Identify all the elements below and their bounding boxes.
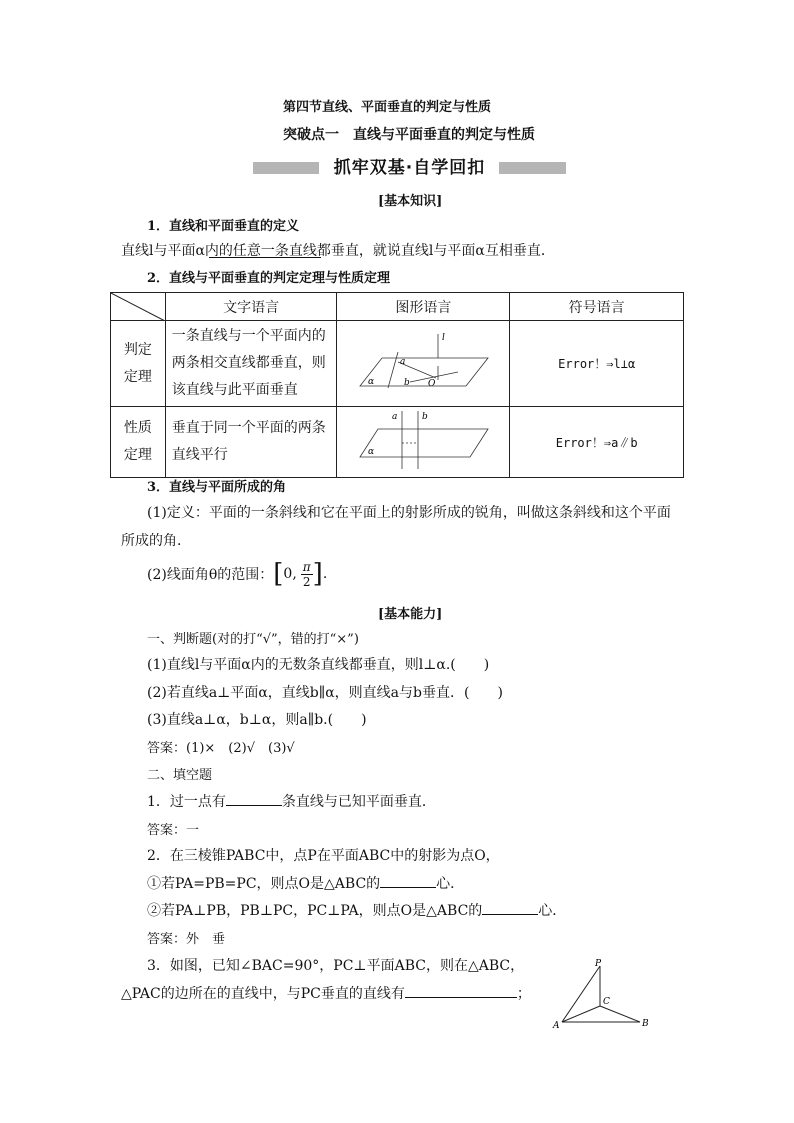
perpendicular-plane-figure bbox=[338, 322, 508, 402]
range-right-bracket: ] bbox=[312, 559, 323, 589]
corner-diagonal bbox=[111, 293, 165, 321]
fill-question-3-line1: 3．如图，已知∠BAC=90°，PC⊥平面ABC，则在△ABC， bbox=[147, 958, 525, 974]
row-name: 判定定理 bbox=[123, 341, 152, 385]
table-row bbox=[111, 407, 684, 478]
fig1-label-l: l bbox=[442, 332, 446, 343]
answer-2: 答案：一 bbox=[147, 823, 200, 838]
row-name-cell bbox=[111, 321, 166, 407]
row-text-cell bbox=[165, 407, 337, 478]
table-header-row bbox=[111, 293, 684, 321]
f2a-pre: ①若PA=PB=PC，则点O是△ABC的 bbox=[147, 876, 381, 892]
fill-question-2b bbox=[147, 900, 566, 920]
range-left-bracket: [ bbox=[273, 559, 284, 589]
question-3: (3)直线a⊥α，b⊥α，则a∥b.( ) bbox=[147, 712, 367, 728]
item1-title: 1．直线和平面垂直的定义 bbox=[147, 219, 300, 234]
fig1-label-alpha: α bbox=[368, 376, 375, 387]
f2b-post: 心． bbox=[538, 903, 567, 919]
item3-def-line2: 所成的角． bbox=[121, 533, 191, 549]
table-corner-cell bbox=[111, 293, 166, 321]
point-title: 突破点一 直线与平面垂直的判定与性质 bbox=[283, 127, 535, 143]
f2b-pre: ②若PA⊥PB，PB⊥PC，PC⊥PA，则点O是△ABC的 bbox=[147, 903, 483, 919]
fig3-label-c: C bbox=[603, 997, 610, 1007]
basic-knowledge-heading: [基本知识] bbox=[378, 194, 443, 209]
section-title: 第四节直线、平面垂直的判定与性质 bbox=[283, 100, 492, 115]
range-prefix: (2)线面角θ的范围： bbox=[147, 567, 274, 583]
range-numerator: π bbox=[302, 559, 311, 574]
row-figure-cell bbox=[337, 321, 510, 407]
row-name: 性质定理 bbox=[123, 420, 152, 463]
f3-post: ； bbox=[516, 986, 531, 1002]
fig2-label-b: b bbox=[422, 412, 429, 422]
f2a-blank bbox=[380, 873, 436, 888]
f1-post: 条直线与已知平面垂直． bbox=[281, 794, 436, 810]
theorem-table bbox=[110, 292, 684, 478]
fig1-label-b: b bbox=[404, 377, 411, 388]
f2b-blank bbox=[482, 900, 538, 915]
fig2-label-alpha: α bbox=[368, 447, 375, 457]
part1-title: 一、判断题(对的打“√”，错的打“×”) bbox=[147, 632, 359, 647]
row-figure-cell bbox=[337, 407, 510, 478]
fig3-label-p: P bbox=[595, 959, 602, 969]
range-left: 0, bbox=[283, 566, 297, 582]
item2-title: 2．直线与平面垂直的判定定理与性质定理 bbox=[147, 271, 391, 286]
banner-label: 抓牢双基·自学回扣 bbox=[328, 156, 491, 180]
fill-question-2: 2．在三棱锥PABC中，点P在平面ABC中的射影为点O， bbox=[147, 848, 500, 864]
table-header-figure: 图形语言 bbox=[337, 293, 510, 321]
fig1-label-a: a bbox=[400, 356, 406, 367]
row-name-cell bbox=[111, 407, 166, 478]
basic-ability-heading: [基本能力] bbox=[378, 607, 443, 622]
fig1-label-o: O bbox=[428, 378, 436, 389]
answer-3: 答案：外 垂 bbox=[147, 932, 226, 947]
fig3-label-b: B bbox=[642, 1019, 649, 1029]
item3-title: 3．直线与平面所成的角 bbox=[147, 480, 287, 495]
parallel-lines-figure bbox=[338, 407, 508, 473]
range-end: . bbox=[322, 566, 328, 582]
item3-range bbox=[147, 556, 327, 592]
row-text: 垂直于同一个平面的两条直线平行 bbox=[171, 420, 326, 463]
table-header-symbol: 符号语言 bbox=[510, 293, 684, 321]
fig2-label-a: a bbox=[392, 412, 398, 422]
table-row bbox=[111, 321, 684, 407]
f3-blank bbox=[405, 983, 517, 998]
row-symbol: Error！⇒l⊥α bbox=[510, 321, 684, 407]
table-header-text: 文字语言 bbox=[165, 293, 337, 321]
row-text: 一条直线与一个平面内的两条相交直线都垂直，则该直线与此平面垂直 bbox=[171, 328, 326, 398]
f1-pre: 1．过一点有 bbox=[147, 794, 226, 810]
question-2: (2)若直线a⊥平面α，直线b∥α，则直线a与b垂直．( ) bbox=[147, 685, 503, 701]
part2-title: 二、填空题 bbox=[147, 768, 213, 783]
row-symbol: Error！⇒a∥b bbox=[510, 407, 684, 478]
item1-text: 直线l与平面α内的任意一条直线都垂直，就说直线l与平面α互相垂直． bbox=[121, 243, 555, 259]
row-text-cell bbox=[165, 321, 337, 407]
fill-question-1 bbox=[147, 791, 436, 811]
f2a-post: 心． bbox=[436, 876, 465, 892]
pyramid-figure bbox=[548, 956, 658, 1036]
banner-left-bar bbox=[253, 162, 319, 174]
fig3-label-a: A bbox=[553, 1021, 560, 1031]
item1-underline bbox=[209, 257, 321, 258]
fill-question-2a bbox=[147, 873, 464, 893]
range-denominator: 2 bbox=[302, 574, 311, 589]
f1-blank bbox=[226, 791, 282, 806]
f3-pre: △PAC的边所在的直线中，与PC垂直的直线有 bbox=[121, 986, 405, 1002]
answer-1: 答案：(1)× (2)√ (3)√ bbox=[147, 741, 295, 756]
question-1: (1)直线l与平面α内的无数条直线都垂直，则l⊥α.( ) bbox=[147, 657, 490, 673]
fill-question-3-line2 bbox=[121, 983, 531, 1003]
range-fraction bbox=[301, 560, 313, 589]
section-banner bbox=[253, 157, 566, 179]
banner-right-bar bbox=[499, 162, 566, 174]
item3-def-line1: (1)定义：平面的一条斜线和它在平面上的射影所成的锐角，叫做这条斜线和这个平面 bbox=[147, 505, 671, 521]
